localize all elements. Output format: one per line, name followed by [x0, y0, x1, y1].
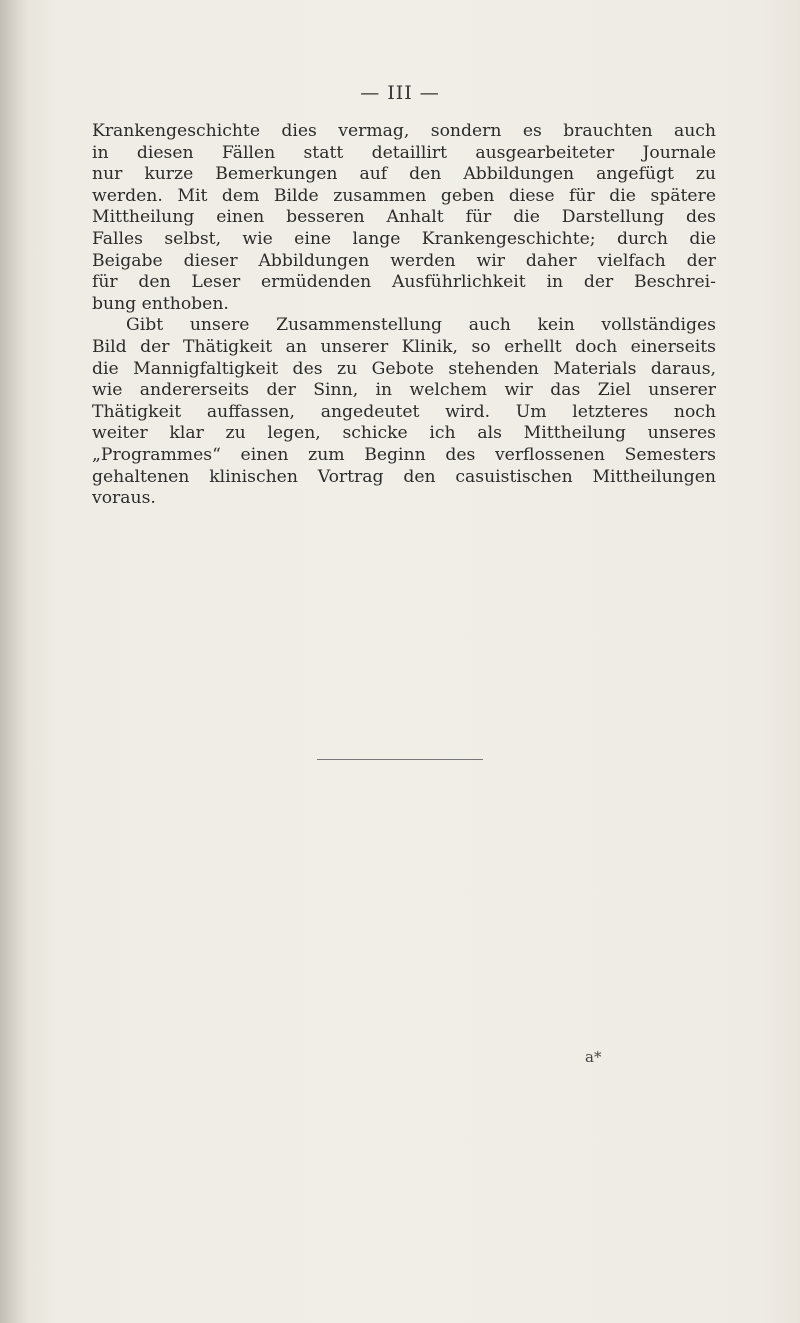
paragraph-1: [92, 121, 716, 315]
text-line: werden. Mit dem Bilde zusammen geben diese für die spätere: [92, 185, 716, 206]
text-line: in diesen Fällen statt detaillirt ausgearbeiteter Journale: [92, 142, 716, 163]
section-divider: [317, 759, 483, 760]
page-number: — III —: [360, 82, 440, 104]
text-line: Beigabe dieser Abbildungen werden wir daher vielfach der: [92, 250, 716, 271]
text-line: weiter klar zu legen, schicke ich als Mittheilung unseres: [92, 423, 716, 444]
text-line: wie andererseits der Sinn, in welchem wir das Ziel unserer: [92, 380, 716, 401]
binding-shadow: [0, 0, 28, 1323]
text-line: Bild der Thätigkeit an unserer Klinik, so erhellt doch einerseits: [92, 336, 716, 357]
paragraph-2: [92, 315, 716, 509]
body-text: [92, 121, 716, 510]
signature-mark: a*: [585, 1048, 602, 1066]
text-line: gehaltenen klinischen Vortrag den casuistischen Mittheilungen: [92, 466, 716, 487]
text-line: Falles selbst, wie eine lange Krankengeschichte; durch die: [92, 228, 716, 249]
text-line: voraus.: [92, 488, 156, 509]
text-line: Thätigkeit auffassen, angedeutet wird. Um letzteres noch: [92, 401, 716, 422]
text-line: Krankengeschichte dies vermag, sondern es brauchten auch: [92, 121, 716, 141]
text-line: die Mannigfaltigkeit des zu Gebote stehenden Materials daraus,: [92, 358, 716, 379]
text-line: Mittheilung einen besseren Anhalt für die Darstellung des: [92, 207, 716, 228]
text-line: für den Leser ermüdenden Ausführlichkeit in der Beschrei-: [92, 272, 716, 293]
text-line: bung enthoben.: [92, 293, 229, 314]
text-line: Gibt unsere Zusammenstellung auch kein vollständiges: [126, 315, 716, 336]
text-line: „Programmes“ einen zum Beginn des verflossenen Semesters: [92, 444, 716, 465]
text-line: nur kurze Bemerkungen auf den Abbildungen angefügt zu: [92, 164, 716, 185]
